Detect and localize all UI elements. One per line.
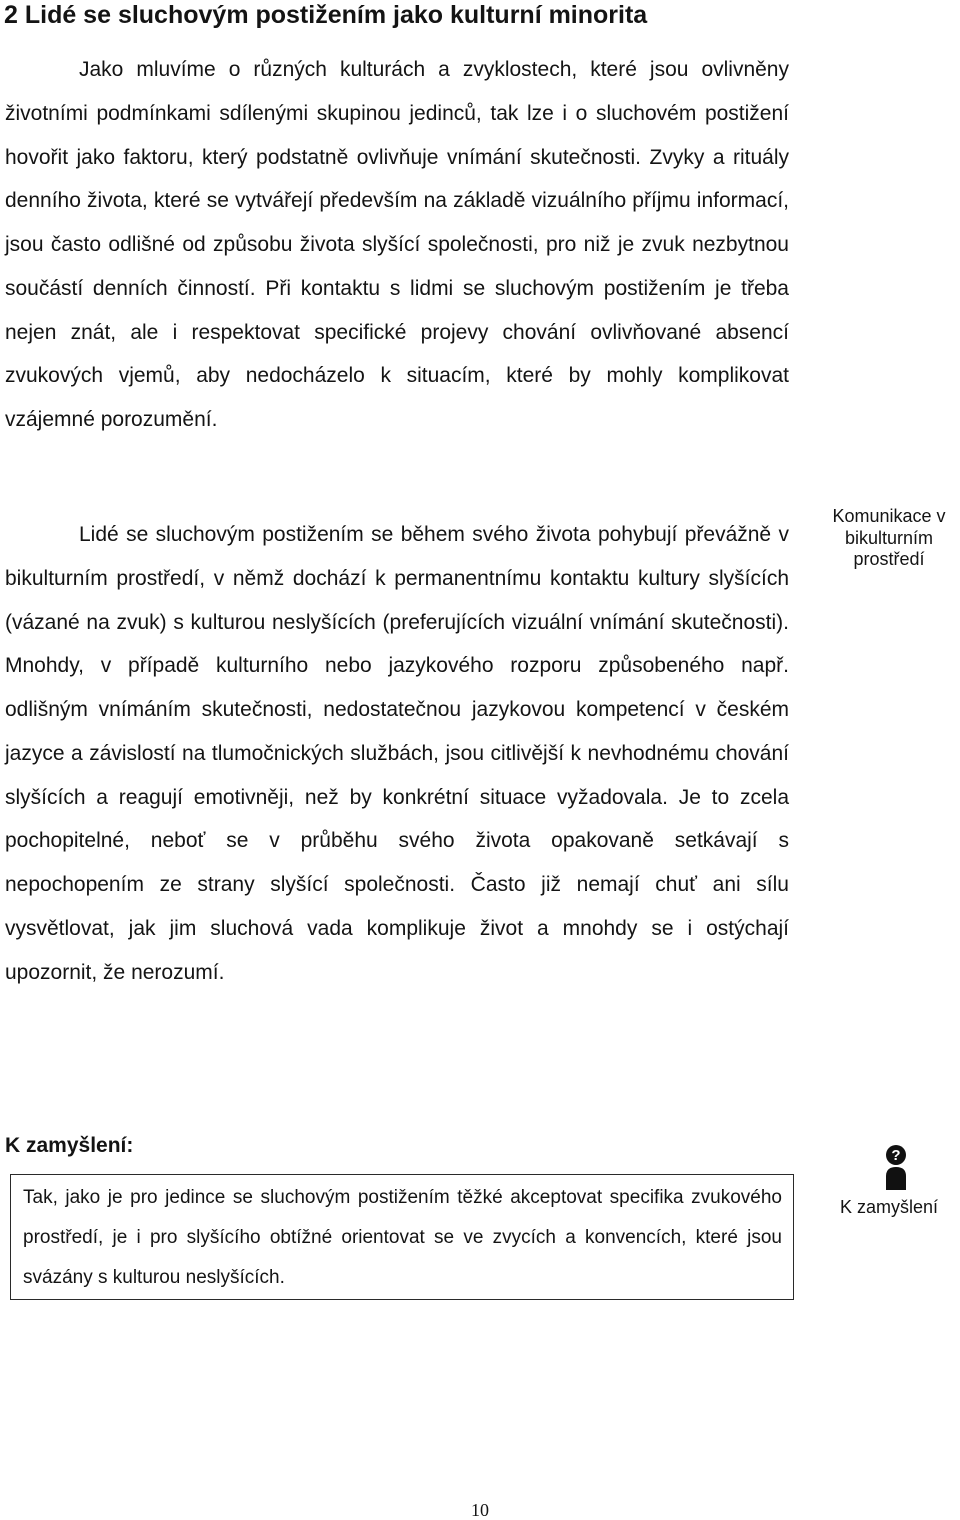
page-number: 10 — [471, 1500, 489, 1520]
reflection-box — [10, 1174, 794, 1300]
paragraph-bicultural: Lidé se sluchovým postižením se během svého života pohybují převážně v bikulturním prostředí, v němž dochází k permanentnímu kontaktu kultury slyšících (vázané na zvuk) s kulturou neslyšících (preferujících vizuální vnímání skutečnosti). Mnohdy, v případě kulturního nebo jazykového rozporu způsobeného např. odlišným vnímáním skutečnosti, nedostatečnou jazykovou kompetencí v českém jazyce a závislostí na tlumočnických službách, jsou citlivější k nevhodnému chování slyšících a reagují emotivněji, než by konkrétní situace vyžadovala. Je to zcela pochopitelné, neboť se v průběhu svého života opakovaně setkávají s nepochopením ze strany slyšící společnosti. Často již nemají chuť ani sílu vysvětlovat, jak jim sluchová vada komplikuje život a mnohdy se i ostýchají upozornit, že nerozumí. — [5, 523, 789, 984]
icon-question-mark: ? — [891, 1147, 901, 1164]
chapter-title: 2 Lidé se sluchovým postižením jako kulturní minorita — [4, 1, 648, 29]
margin-note-bicultural-communication: Komunikace v bikulturním prostředí — [832, 506, 946, 569]
reflection-text: Tak, jako je pro jedince se sluchovým postižením těžké akceptovat specifika zvukového prostředí, je i pro slyšícího obtížné orientovat se ve zvycích a konvencích, které jsou svázány s kulturou neslyšících. — [23, 1187, 782, 1288]
question-person-icon — [884, 1144, 908, 1194]
paragraph-cultures: Jako mluvíme o různých kulturách a zvyklostech, které jsou ovlivněny životními podmínkami sdílenými skupinou jedinců, tak lze i o sluchovém postižení hovořit jako faktoru, který podstatně ovlivňuje vnímání skutečnosti. Zvyky a rituály denního života, které se vytvářejí především na základě vizuálního příjmu informací, jsou často odlišné od způsobu života slyšící společnosti, pro niž je zvuk nezbytnou součástí denních činností. Při kontaktu s lidmi se sluchovým postižením je třeba nejen znát, ale i respektovat specifické projevy chování ovlivňované absencí zvukových vjemů, aby nedocházelo k situacím, které by mohly komplikovat vzájemné porozumění. — [5, 58, 789, 431]
reflection-heading: K zamyšlení: — [5, 1134, 134, 1157]
icon-body-shape — [886, 1167, 906, 1190]
reflection-icon-label: K zamyšlení — [839, 1197, 939, 1217]
